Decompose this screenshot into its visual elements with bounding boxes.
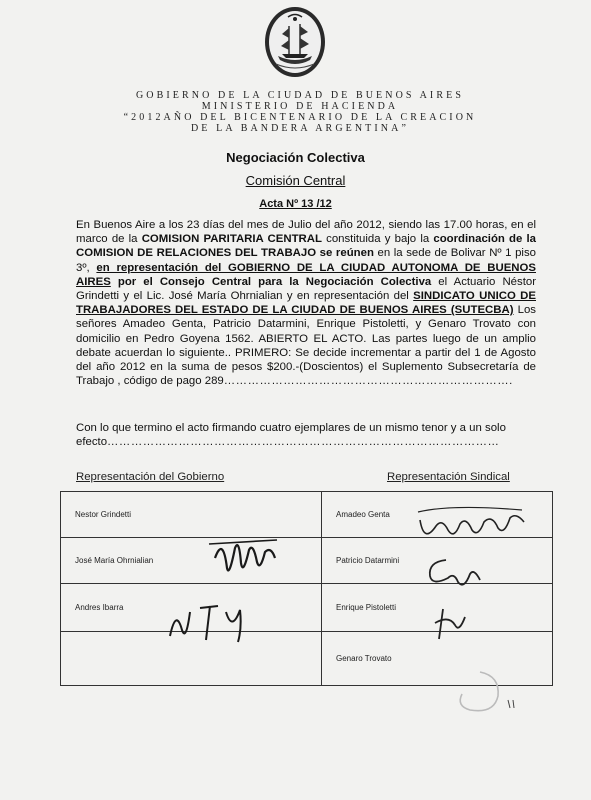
union-rep-label: Representación Sindical (387, 471, 510, 483)
union-signatory: Genaro Trovato (322, 632, 553, 686)
document-subtitle: Comisión Central (245, 173, 346, 188)
gov-signatory: José María Ohrnialian (61, 538, 322, 584)
signature-row (61, 632, 553, 686)
government-rep-label: Representación del Gobierno (76, 471, 225, 483)
gov-signatory: Andres Ibarra (61, 584, 322, 632)
closing-statement: Con lo que termino el acto firmando cuatro ejemplares de un mismo tenor y a un solo efecto……………………………………………………………………………………… (76, 422, 506, 449)
commission-name: COMISION PARITARIA CENTRAL (141, 233, 322, 246)
union-signatory: Enrique Pistoletti (322, 584, 553, 632)
city-seal-icon (262, 4, 328, 80)
acta-number: Acta Nº 13 /12 (259, 198, 332, 210)
signature-row (61, 492, 553, 538)
signature-row (61, 584, 553, 632)
gov-signatory (61, 632, 322, 686)
header-flag: DE LA BANDERA ARGENTINA” (190, 123, 409, 134)
header-bicentennial: “2012AÑO DEL BICENTENARIO DE LA CREACION (123, 112, 477, 123)
union-signatory: Patricio Datarmini (322, 538, 553, 584)
header-ministry: MINISTERIO DE HACIENDA (201, 101, 399, 112)
acta-body: En Buenos Aire a los 23 días del mes de Julio del año 2012, siendo las 17.00 horas, en el marco de la COMISION PARITARIA CENTRAL constituida y bajo la coordinación de la COMISION DE RELACIONES DEL TRABAJO se reúnen en la sede de Bolivar Nº 1 piso 3º, en representación del GOBIERNO DE LA CIUDAD AUTONOMA DE BUENOS AIRES por el Consejo Central para la Negociación Colectiva el Actuario Néstor Grindetti y el Lic. José María Ohrnialian y en representación del SINDICATO UNICO DE TRABAJADORES DEL ESTADO DE LA CIUDAD DE BUENOS AIRES (SUTECBA) Los señores Amadeo Genta, Patricio Datarmini, Enrique Pistoletti, y Genaro Trovato con domicilio en Pedro Goyena 1562. ABIERTO EL ACTO. Las partes luego de un amplio debate acuerdan lo siguiente.. PRIMERO: Se decide incrementar a partir del 1 de Agosto del año 2012 en la suma de pesos $200.-(Doscientos) el Suplemento Subsecretaría de Trabajo , código de pago 289………………………………………………………………. (76, 219, 537, 388)
union-signatory: Amadeo Genta (322, 492, 553, 538)
signature-row (61, 538, 553, 584)
signature-table (60, 491, 553, 686)
header-government: GOBIERNO DE LA CIUDAD DE BUENOS AIRES (135, 90, 465, 101)
gov-signatory: Nestor Grindetti (61, 492, 322, 538)
document-title: Negociación Colectiva (226, 150, 365, 165)
